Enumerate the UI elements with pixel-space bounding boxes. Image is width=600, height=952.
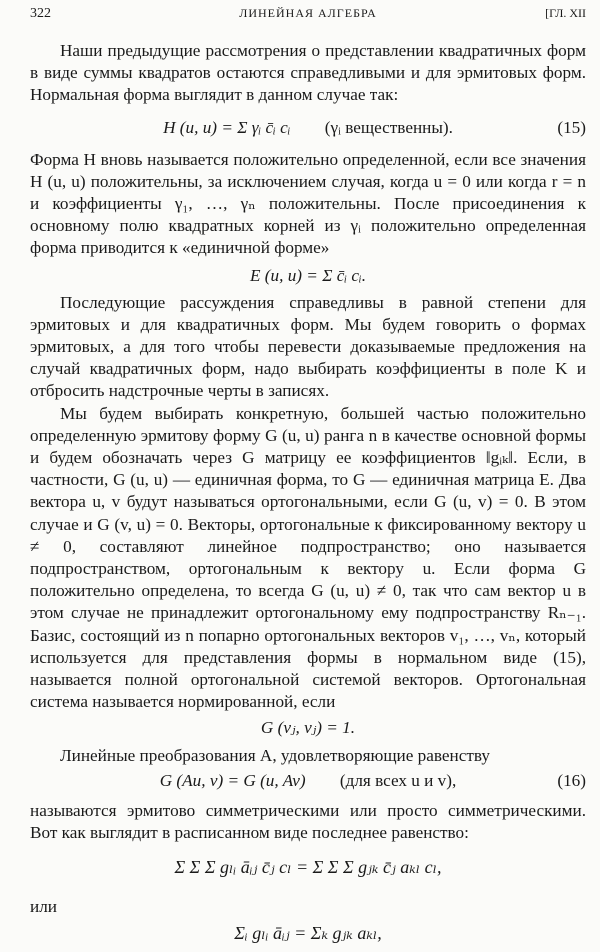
page-body (30, 40, 586, 952)
equation-16-formula: G (Au, v) = G (u, Av) (159, 770, 306, 790)
normalized-equation (30, 713, 586, 745)
chapter-label: [ГЛ. XII (545, 6, 586, 20)
equation-16-note: (для всех u и v), (339, 770, 457, 790)
final-formula: Σᵢ gₗᵢ āᵢⱼ = Σₖ gⱼₖ aₖₗ, (234, 923, 382, 944)
connector-word: или (30, 897, 57, 917)
unit-form-formula: E (u, u) = Σ c̄ᵢ cᵢ. (249, 265, 366, 285)
normalized-formula: G (vⱼ, vⱼ) = 1. (260, 718, 356, 738)
equation-15-formula: H (u, u) = Σ γᵢ c̄ᵢ cᵢ (163, 117, 291, 137)
paragraph-2: Форма H вновь называется положительно определенной, если все значения H (u, u) положительны, за исключением случая, когда u = 0 или когда r = n и коэффициенты γ₁, …, γₙ положительны. После присоединения к основному полю квадратных корней из γᵢ положительно определенная форма приводится к «единичной форме» (30, 149, 586, 258)
paragraph-3: Последующие рассуждения справедливы в равной степени для эрмитовых и для квадратичных форм. Мы будем говорить о формах эрмитовых, а для того чтобы перевести доказываемые предложения на случай квадратичных форм, надо выбирать коэффициенты в поле K и отбросить надстрочные черты в записях. (30, 292, 586, 401)
paragraph-4: Мы будем выбирать конкретную, большей частью положительно определенную эрмитову форму G (u, u) ранга n в качестве основной формы и будем обозначать через G матрицу ее коэффициентов ‖gᵢₖ‖. Если, в частности, G (u, u) — единичная форма, то G — единичная матрица E. Два вектора u, v будут называться ортогональными, если G (u, v) = 0. В этом случае и G (v, u) = 0. Векторы, ортогональные к фиксированному вектору u ≠ 0, составляют линейное подпространство; оно называется подпространством, ортогональным к вектору u. Если форма G положительно определена, то всегда G (u, u) ≠ 0, так что сам вектор u в этом случае не принадлежит ортогональному ему подпространству Rₙ₋₁. Базис, состоящий из n попарно ортогональных векторов v₁, …, vₙ, который используется для представления формы в нормальном виде (15), называется полной ортогональной системой векторов. Ортогональная система называется нормированной, если (30, 403, 586, 712)
unit-form-equation (30, 260, 586, 292)
equation-15-note: (γᵢ вещественны). (324, 117, 453, 137)
equation-15 (30, 107, 586, 149)
paragraph-5: Линейные преобразования A, удовлетворяющие равенству (60, 746, 491, 766)
expanded-formula: Σ Σ Σ gₗᵢ āᵢⱼ c̄ⱼ cₗ = Σ Σ Σ gⱼₖ c̄ⱼ aₖₗ cₗ, (174, 857, 442, 878)
connector-line (30, 890, 586, 920)
equation-15-number: (15) (557, 117, 586, 137)
running-header (30, 6, 586, 28)
page-number: 322 (30, 6, 51, 21)
expanded-equation (30, 844, 586, 890)
equation-16-number: (16) (557, 770, 586, 790)
paragraph-1: Наши предыдущие рассмотрения о представлении квадратичных форм в виде суммы квадратов остаются справедливыми и для эрмитовых форм. Нормальная форма выглядит в данном случае так: (30, 41, 586, 105)
final-equation (30, 920, 586, 952)
running-title: ЛИНЕЙНАЯ АЛГЕБРА (239, 6, 377, 20)
equation-16 (30, 768, 586, 800)
paragraph-6: называются эрмитово симметрическими или просто симметрическими. Вот как выглядит в расписанном виде последнее равенство: (30, 800, 586, 842)
